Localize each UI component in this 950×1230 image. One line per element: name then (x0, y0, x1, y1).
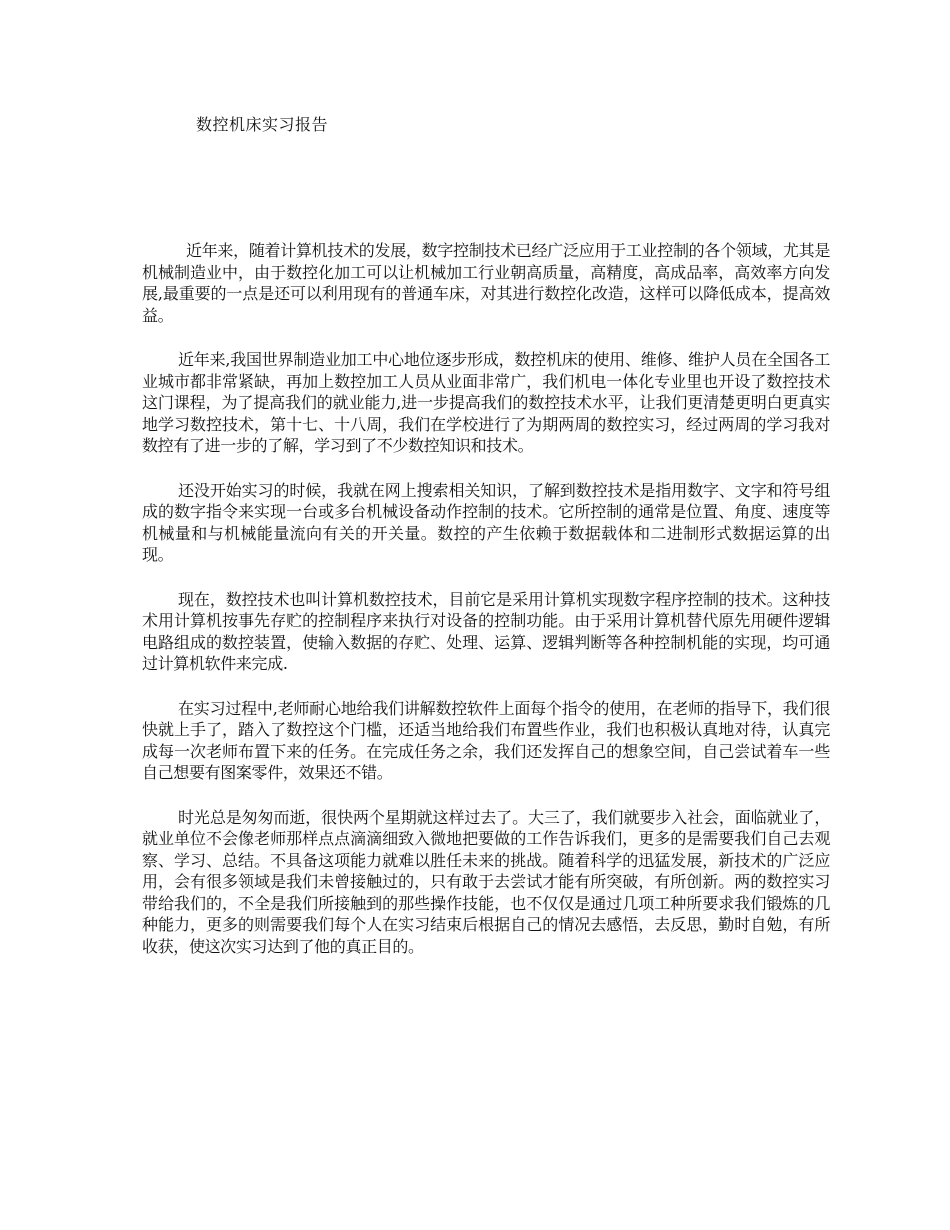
paragraph-5: 在实习过程中,老师耐心地给我们讲解数控软件上面每个指令的使用，在老师的指导下，我们很快就上手了，踏入了数控这个门槛，还适当地给我们布置些作业，我们也积极认真地对待，认真完成每一次老师布置下来的任务。在完成任务之余，我们还发挥自己的想象空间，自己尝试着车一些自己想要有图案零件，效果还不错。 (142, 698, 830, 782)
paragraph-3: 还没开始实习的时候，我就在网上搜索相关知识，了解到数控技术是指用数字、文字和符号组成的数字指令来实现一台或多台机械设备动作控制的技术。它所控制的通常是位置、角度、速度等机械量和与机械能量流向有关的开关量。数控的产生依赖于数据载体和二进制形式数据运算的出现。 (142, 480, 830, 564)
paragraph-6: 时光总是匆匆而逝，很快两个星期就这样过去了。大三了，我们就要步入社会，面临就业了，就业单位不会像老师那样点点滴滴细致入微地把要做的工作告诉我们，更多的是需要我们自己去观察、学习、总结。不具备这项能力就难以胜任未来的挑战。随着科学的迅猛发展，新技术的广泛应用，会有很多领域是我们未曾接触过的，只有敢于去尝试才能有所突破，有所创新。两的数控实习带给我们的，不全是我们所接触到的那些操作技能，也不仅仅是通过几项工种所要求我们锻炼的几种能力，更多的则需要我们每个人在实习结束后根据自己的情况去感悟，去反思，勤时自勉，有所收获，使这次实习达到了他的真正目的。 (142, 807, 830, 956)
paragraph-4: 现在，数控技术也叫计算机数控技术，目前它是采用计算机实现数字程序控制的技术。这种技术用计算机按事先存贮的控制程序来执行对设备的控制功能。由于采用计算机替代原先用硬件逻辑电路组成的数控装置，使输入数据的存贮、处理、运算、逻辑判断等各种控制机能的实现，均可通过计算机软件来完成. (142, 589, 830, 673)
paragraph-2: 近年来,我国世界制造业加工中心地位逐步形成，数控机床的使用、维修、维护人员在全国各工业城市都非常紧缺，再加上数控加工人员从业面非常广，我们机电一体化专业里也开设了数控技术这门课程，为了提高我们的就业能力,进一步提高我们的数控技术水平，让我们更清楚更明白更真实地学习数控技术，第十七、十八周，我们在学校进行了为期两周的数控实习，经过两周的学习我对数控有了进一步的了解，学习到了不少数控知识和技术。 (142, 350, 830, 455)
document-title: 数控机床实习报告 (196, 115, 329, 134)
paragraph-1: 近年来，随着计算机技术的发展，数字控制技术已经广泛应用于工业控制的各个领域，尤其是机械制造业中，由于数控化加工可以让机械加工行业朝高质量，高精度，高成品率，高效率方向发展,最重要的一点是还可以利用现有的普通车床，对其进行数控化改造，这样可以降低成本，提高效益。 (142, 241, 830, 325)
document-body (142, 240, 830, 980)
